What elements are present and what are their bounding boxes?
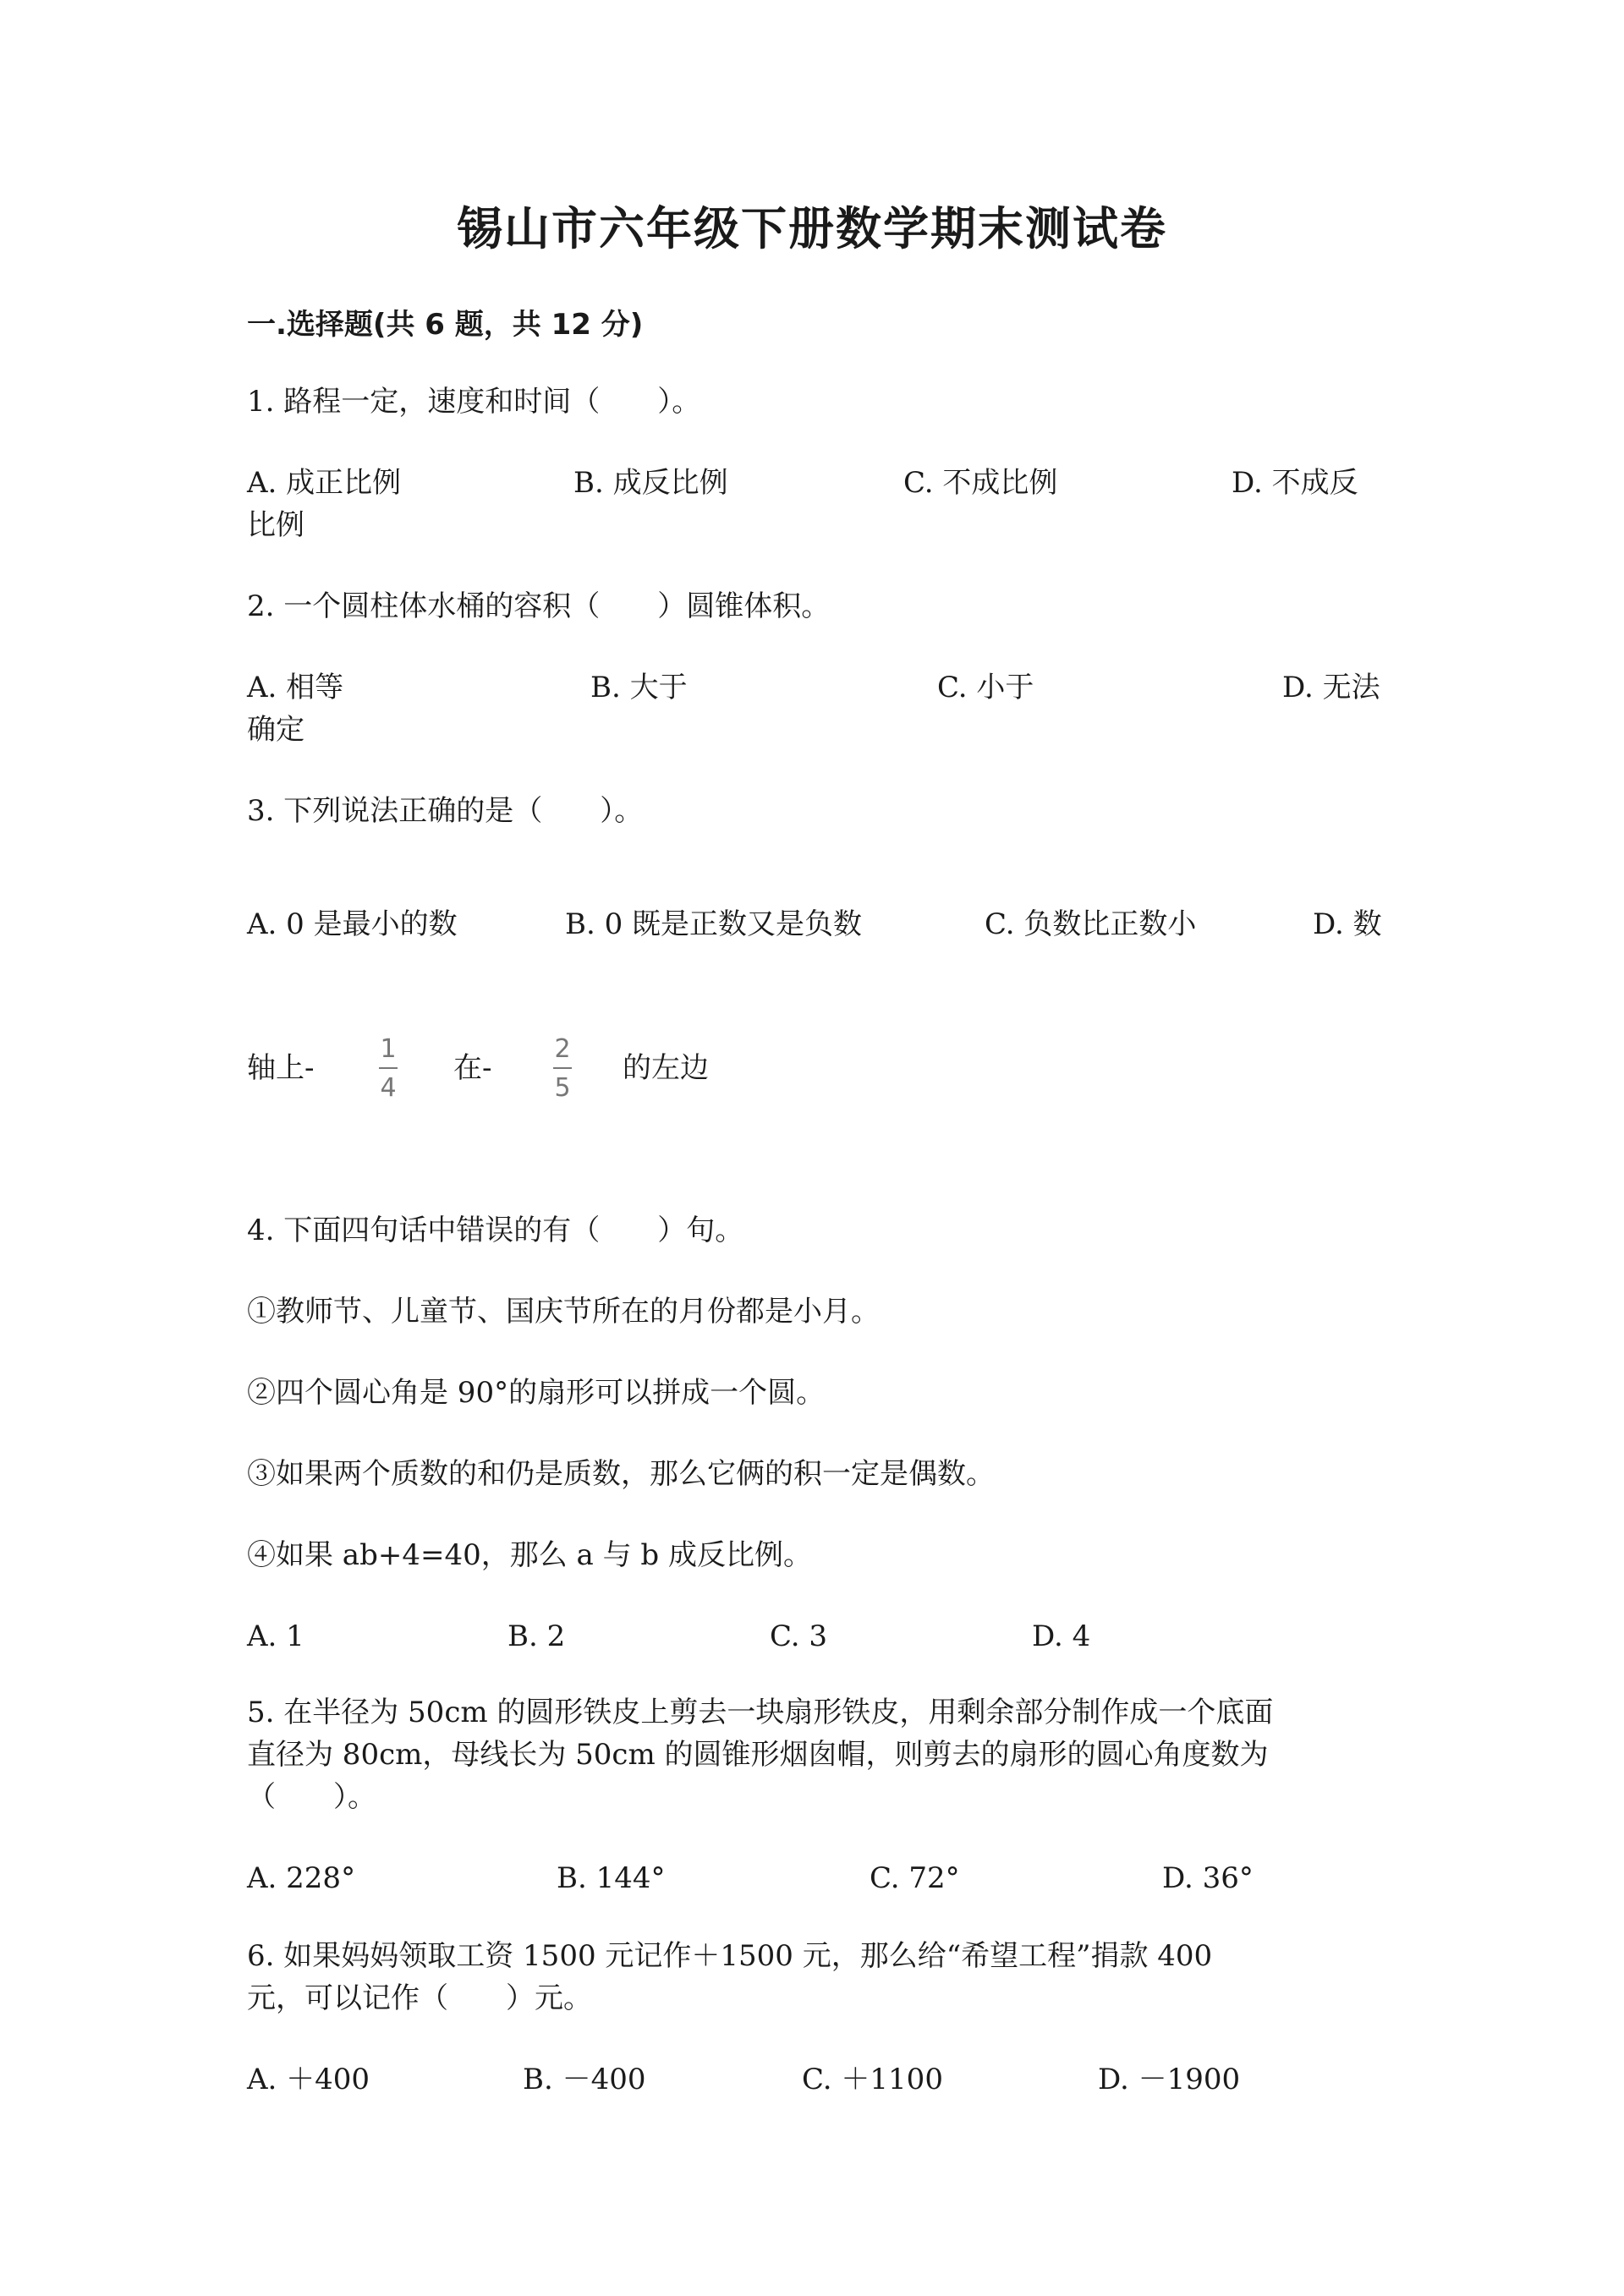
fraction-denominator: 4	[380, 1073, 397, 1103]
question-3-stem: 3. 下列说法正确的是（ ）。	[247, 794, 644, 828]
question-3-option-a: A. 0 是最小的数	[247, 907, 458, 941]
question-5-option-d: D. 36°	[1162, 1861, 1254, 1895]
question-4-option-d: D. 4	[1032, 1619, 1091, 1653]
section-heading: 一.选择题(共 6 题，共 12 分)	[247, 308, 644, 342]
fraction-numerator: 1	[380, 1034, 397, 1064]
question-5-stem-line-3: （ ）。	[247, 1780, 376, 1814]
question-4-statement-3: ③如果两个质数的和仍是质数，那么它俩的积一定是偶数。	[247, 1457, 995, 1491]
question-5-option-c: C. 72°	[870, 1861, 960, 1895]
question-3-option-d-wrap-2: 在-	[453, 1051, 492, 1085]
question-4-statement-4: ④如果 ab+4=40，那么 a 与 b 成反比例。	[247, 1538, 812, 1572]
question-3-option-d-wrap-3: 的左边	[623, 1051, 709, 1085]
question-4-statement-1: ①教师节、儿童节、国庆节所在的月份都是小月。	[247, 1295, 880, 1329]
fraction-two-fifths	[553, 1034, 572, 1103]
question-4-option-b: B. 2	[508, 1619, 566, 1653]
question-2-option-a: A. 相等	[247, 671, 344, 704]
question-1-option-d: D. 不成反	[1232, 466, 1358, 500]
question-2-option-d: D. 无法	[1282, 671, 1380, 704]
question-6-option-d: D. －1900	[1098, 2063, 1241, 2096]
fraction-one-quarter	[379, 1034, 398, 1103]
question-3-option-d: D. 数	[1313, 907, 1382, 941]
fraction-bar	[553, 1067, 572, 1069]
question-3-option-d-wrap-1: 轴上-	[247, 1051, 315, 1085]
fraction-denominator: 5	[554, 1073, 571, 1103]
question-4-option-c: C. 3	[770, 1619, 828, 1653]
question-6-option-c: C. ＋1100	[802, 2063, 943, 2096]
question-2-stem: 2. 一个圆柱体水桶的容积（ ）圆锥体积。	[247, 589, 831, 623]
question-1-option-a: A. 成正比例	[247, 466, 402, 500]
question-2-option-d-wrap: 确定	[247, 713, 304, 747]
question-5-stem-line-1: 5. 在半径为 50cm 的圆形铁皮上剪去一块扇形铁皮，用剩余部分制作成一个底面	[247, 1696, 1274, 1729]
question-1-option-c: C. 不成比例	[903, 466, 1058, 500]
question-1-option-b: B. 成反比例	[573, 466, 728, 500]
question-1-option-d-wrap: 比例	[247, 508, 304, 542]
question-6-option-b: B. －400	[523, 2063, 646, 2096]
page-title: 锡山市六年级下册数学期末测试卷	[457, 202, 1167, 255]
question-4-statement-2: ②四个圆心角是 90°的扇形可以拼成一个圆。	[247, 1376, 826, 1410]
question-2-option-c: C. 小于	[937, 671, 1034, 704]
question-3-option-c: C. 负数比正数小	[985, 907, 1197, 941]
question-3-option-b: B. 0 既是正数又是负数	[565, 907, 863, 941]
question-2-option-b: B. 大于	[590, 671, 688, 704]
question-4-option-a: A. 1	[247, 1619, 304, 1653]
question-6-stem-line-1: 6. 如果妈妈领取工资 1500 元记作＋1500 元，那么给“希望工程”捐款 400	[247, 1939, 1213, 1973]
question-1-stem: 1. 路程一定，速度和时间（ ）。	[247, 385, 701, 419]
fraction-bar	[379, 1067, 398, 1069]
question-5-stem-line-2: 直径为 80cm，母线长为 50cm 的圆锥形烟囱帽，则剪去的扇形的圆心角度数为	[247, 1738, 1269, 1772]
fraction-numerator: 2	[554, 1034, 571, 1064]
question-5-option-b: B. 144°	[557, 1861, 666, 1895]
question-6-stem-line-2: 元，可以记作（ ）元。	[247, 1981, 592, 2015]
question-4-stem: 4. 下面四句话中错误的有（ ）句。	[247, 1214, 744, 1247]
question-6-option-a: A. ＋400	[247, 2063, 370, 2096]
question-5-option-a: A. 228°	[247, 1861, 356, 1895]
